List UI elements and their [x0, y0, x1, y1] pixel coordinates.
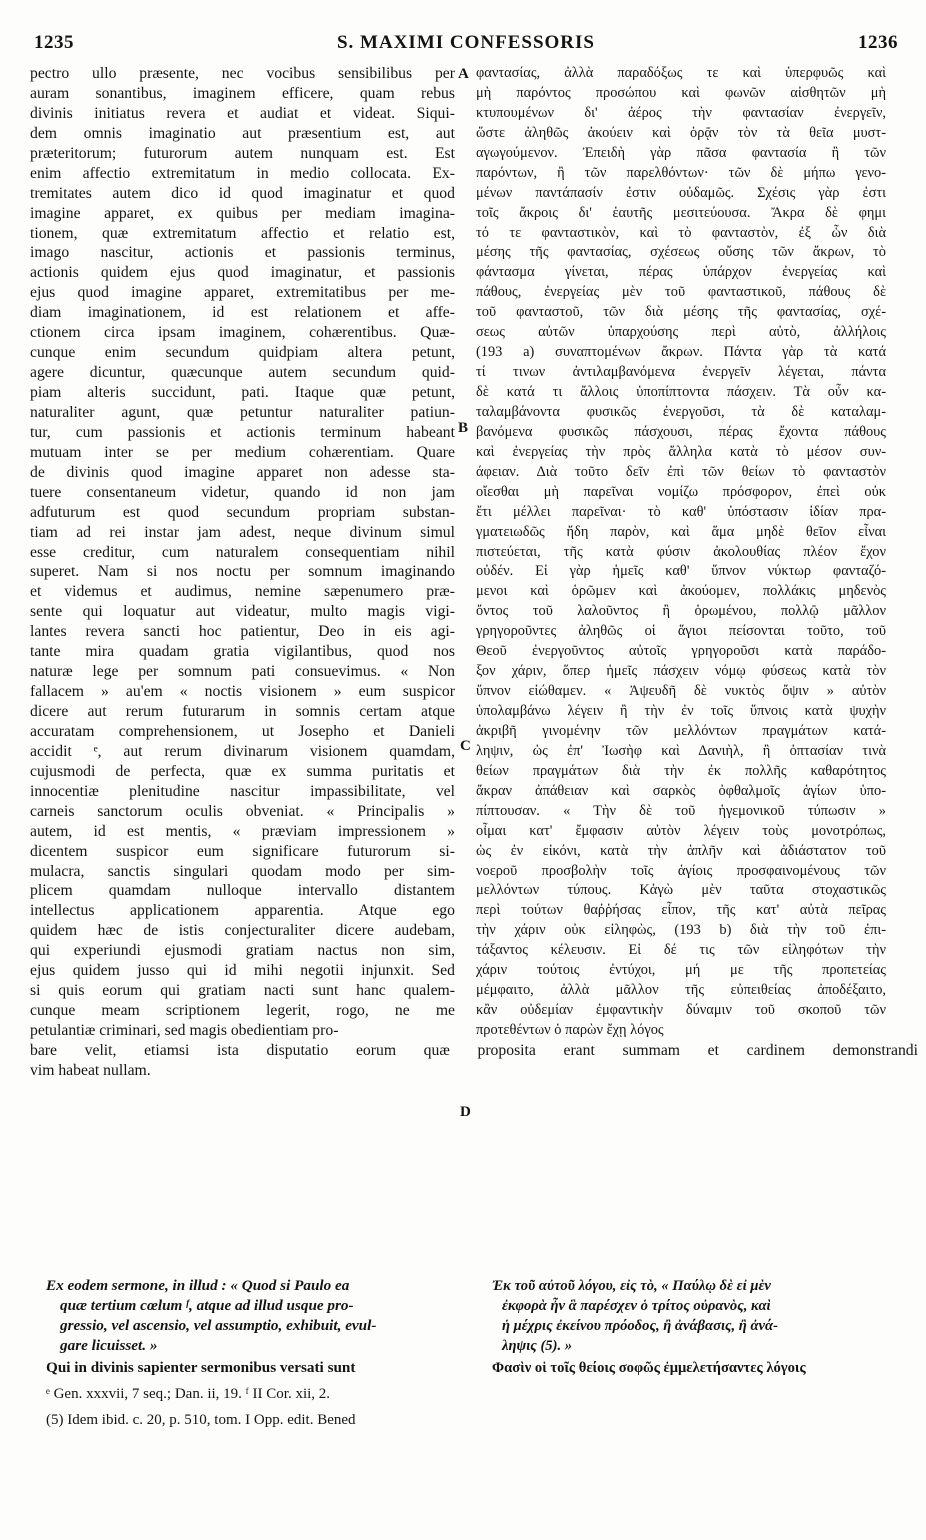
greek-line: καὶ ἐνεργείας τὴν πρὸς ἄλληλα κατὰ τὸ μέσον συν-: [476, 443, 886, 460]
latin-line: enim affectio extremitatum in medio collocata. Ex-: [30, 164, 455, 182]
latin-line: naturæ lege per somnum pati consuevimus. « Non: [30, 663, 455, 681]
greek-line: πάθους, ἐνεργείας μὲν τοῦ φανταστικοῦ, πάθους δὲ: [476, 284, 886, 301]
latin-line: de divinis quod imagine apparet non adesse sta-: [30, 463, 455, 481]
latin-line: lantes revera sancti hoc patientur, Deo in eis agi-: [30, 623, 455, 641]
latin-line: dicentem suspicor eum significare futurorum si-: [30, 842, 455, 860]
latin-line: dicere aut rerum futurarum in somnis certam atque: [30, 703, 455, 720]
greek-line: ταλαμβάνοντα φυσικῶς ἐνεργοῦσι, τὰ δὲ καταλαμ-: [476, 403, 886, 420]
latin-line: qui experiundi ejusmodi gratiam nactus non sim,: [30, 942, 455, 960]
greek-line: ὥστε ἀληθῶς ἀκούειν καὶ ὁρᾷν τὸν τὰ θεῖα μυστ-: [476, 124, 886, 141]
greek-line: μελλόντων τύπους. Κἀγὼ μὲν ταῦτα στοχαστικῶς: [476, 882, 886, 899]
latin-line: tiam ad rei instar jam adest, neque divinum simul: [30, 523, 455, 541]
margin-letter-c: C: [460, 738, 471, 754]
latin-line: actionis quidem ejus quod imaginatur, et passionis: [30, 264, 455, 282]
greek-section-first-line: Φασὶν οἱ τοῖς θείοις σοφῶς ἐμμελετήσαντες λόγοις: [492, 1360, 806, 1376]
greek-line: μένων παντάπασίν ἐστιν οὐδαμῶς. Σχέσις γὰρ ἐστι: [476, 184, 886, 201]
latin-line: plicem quamdam nulloque intervallo distantem: [30, 882, 455, 900]
greek-line: ξον χάριν, ὅπερ ἡμεῖς πάσχειν νόμῳ φύσεως κατὰ τὸν: [476, 663, 886, 680]
greek-line: δὲ κατά τι ἄλλοις ὑποπίπτοντα πάσχειν. Τὰ οὖν κα-: [476, 384, 886, 400]
latin-line: tur, cum passionis et actionis terminum habeant: [30, 423, 455, 441]
latin-line: diam imaginationem, id est relationem et affe-: [30, 304, 455, 322]
latin-line: piam alteris succidunt, pati. Itaque quæ petunt,: [30, 384, 455, 401]
full-width-continuation: [30, 1041, 918, 1081]
greek-line: τοῖς ἄκροις δι' ἑαυτῆς μεσιτεύουσα. Ἄκρα δὲ φημι: [476, 204, 886, 221]
latin-line: tante mira quadam gratia vigilantibus, quod nos: [30, 643, 455, 661]
greek-line: ἄκραν ἀπάθειαν καὶ σαρκὸς ὀφθαλμοῖς ἁγίων ὑπο-: [476, 782, 886, 799]
latin-line: præteritorum; futurorum autem nunquam est. Est: [30, 144, 455, 162]
greek-line: πιστεύεται, τῆς κατὰ φύσιν ἀκολουθίας πλέον ἔχον: [476, 543, 886, 560]
latin-line: ctionem circa ipsam imaginem, cohærentibus. Quæ-: [30, 324, 455, 342]
footnotes: [46, 1384, 926, 1430]
latin-line: naturaliter agunt, quæ petuntur naturaliter patiun-: [30, 403, 455, 421]
latin-line: ejus quod imagine apparet, extremitatibus per me-: [30, 284, 455, 302]
greek-line: γματειωδῶς ἤδη παρὸν, καὶ ἅμα μηδὲ θεῖον εἶναι: [476, 523, 886, 540]
latin-line: ejus quidem jusso qui id mihi negotii injunxit. Sed: [30, 962, 455, 980]
latin-line: petulantiæ criminari, sed magis obedientiam pro-: [30, 1022, 339, 1039]
latin-line: agere dicuntur, quæcunque autem secundum quid-: [30, 364, 455, 382]
latin-line: cujusmodi de perfecta, quæ ex summa puritatis et: [30, 762, 455, 780]
greek-line: οἴεσθαι μὴ παρεῖναι νομίζω πρόσφορον, ἐπεὶ οὐκ: [476, 483, 886, 500]
greek-line: φαντασίας, ἀλλὰ παραδόξως τε καὶ ὑπερφυῶς καὶ: [476, 65, 886, 81]
greek-line: ὄντος τοῦ λαλοῦντος ἢ ὁρωμένου, πολλῷ μᾶλλον: [476, 603, 886, 620]
greek-line: τό τε φανταστικὸν, καὶ τὸ φανταστὸν, ἐξ ὧν διὰ: [476, 224, 886, 241]
margin-letter-d: D: [460, 1104, 471, 1120]
latin-line: esse creditur, cum naturalem consequentiam nihil: [30, 543, 455, 561]
greek-heading-line: ἡ μέχρις ἐκείνου πρόοδος, ἢ ἀνάβασις, ἢ ἀνά-: [502, 1318, 778, 1334]
greek-heading-line: Ἐκ τοῦ αὐτοῦ λόγου, εἰς τὸ, « Παύλῳ δὲ εἰ μὲν: [492, 1278, 771, 1294]
latin-line: auram sonantibus, imaginem efficere, quam rebus: [30, 84, 455, 102]
greek-line: χάριν τούτοις ἐντύχοι, μή με τῆς προπετείας: [476, 962, 886, 979]
latin-line: superet. Nam si nos noctu per somnum imaginando: [30, 563, 455, 581]
greek-line: ὡς ἐν εἰκόνι, κατὰ τὴν ἁπλῆν καὶ ἀδιάστατον τοῦ: [476, 842, 886, 859]
latin-line: si quis eorum qui gratiam nacti sunt hanc qualem-: [30, 982, 455, 1000]
latin-line: sente qui loquatur aut videatur, multo magis vigi-: [30, 603, 455, 621]
latin-heading-line: gare licuisset. »: [60, 1337, 158, 1354]
left-page-number: 1235: [34, 32, 74, 53]
greek-line: ἔτι μέλλει παρεῖναι· τὸ καθ' ὑπόστασιν ἰδίαν πρα-: [476, 503, 886, 520]
latin-line: tremitates autem dico id quod imaginatur et quod: [30, 184, 455, 202]
latin-line: cunque meam scriptionem legerit, rogo, ne me: [30, 1002, 455, 1020]
latin-line: carneis sanctorum oculis obveniat. « Principalis »: [30, 802, 455, 820]
greek-line: ἀκριβῆ γινομένην τῶν μελλόντων πραγμάτων κατά-: [476, 722, 886, 739]
footnote-source: (5) Idem ibid. c. 20, p. 510, tom. I Opp. edit. Bened: [46, 1412, 356, 1428]
latin-line: imago nascitur, actionis et passionis terminus,: [30, 244, 455, 262]
greek-heading-line: ἐκφορὰ ἦν ἃ παρέσχεν ὁ τρίτος οὐρανὸς, καὶ: [502, 1298, 771, 1314]
latin-line: et videmus et audimus, nemine sæpenumero præ-: [30, 583, 455, 601]
greek-line: μὴ παρόντος προσώπου καὶ φωνῶν αἰσθητῶν μὴ: [476, 84, 886, 101]
greek-line: θείων πραγμάτων διὰ τὴν ἐκ πολλῆς καθαρότητος: [476, 762, 886, 779]
greek-line: μέσης τῆς φαντασίας, σχέσεως οὔσης τῶν ἄκρων, τὸ: [476, 244, 886, 261]
greek-line: (193 a) συναπτομένων ἄκρων. Πάντα γὰρ τὰ κατά: [476, 344, 886, 361]
greek-line: ληψιν, ὡς ἐπ' Ἰωσὴφ καὶ Δανιὴλ, ἢ ὀπτασίαν τινὰ: [476, 742, 886, 759]
full-line: bare velit, etiamsi ista disputatio eorum quæ proposita erant summam et cardinem demonstrandi: [30, 1042, 918, 1059]
full-line: vim habeat nullam.: [30, 1062, 151, 1079]
latin-line: divinis initiatus revera et audiat et videat. Siqui-: [30, 104, 455, 122]
latin-column: [30, 64, 455, 1041]
latin-line: accuratam comprehensionem, ut Josepho et Danieli: [30, 722, 455, 740]
latin-heading-line: gressio, vel ascensio, vel assumptio, exhibuit, evul-: [60, 1317, 377, 1334]
greek-line: τάξαντος κέλευσιν. Εἰ δέ τις τῶν εἰληφότων τὴν: [476, 942, 886, 959]
latin-line: tuere consentaneum videtur, quando id non jam: [30, 483, 455, 501]
greek-line: ὑπολαμβάνω λέγειν ἢ τὴν ἐν τοῖς ὕπνοις κατὰ ψυχὴν: [476, 703, 886, 719]
latin-section-first-line: Qui in divinis sapienter sermonibus versati sunt: [46, 1359, 356, 1376]
greek-line: τὴν χάριν οὐκ εἰληφὼς, (193 b) διὰ τὴν τοῦ ἐπι-: [476, 922, 886, 939]
greek-line: νοεροῦ προσβολὴν τοῖς ἁγίοις προσφαινομένους τῶν: [476, 862, 886, 879]
greek-line: αγωγούμενον. Ἐπειδὴ γὰρ πᾶσα φαντασία ἢ τῶν: [476, 144, 886, 161]
greek-line: οὐδέν. Εἰ γὰρ ἡμεῖς καθ' ὕπνον νύκτωρ φανταζό-: [476, 563, 886, 580]
greek-column: [476, 64, 886, 1041]
greek-section-heading: [492, 1276, 902, 1378]
latin-line: innocentiæ plenitudine nascitur impassibilitate, vel: [30, 782, 455, 800]
running-title: S. MAXIMI CONFESSORIS: [336, 32, 595, 53]
latin-line: quidem hæc de istis conjecturaliter dicere audebam,: [30, 922, 455, 940]
greek-line: φάντασμα γίνεται, πέρας ὑπάρχον ἐνεργείας καὶ: [476, 264, 886, 281]
greek-line: περὶ τούτων θαῤῥήσας εἶπον, τῆς κατ' αὐτὰ πεῖρας: [476, 902, 886, 919]
latin-line: cunque enim secundum quidpiam altera petunt,: [30, 344, 455, 362]
margin-letter-a: A: [458, 66, 469, 82]
latin-line: adfuturum est quod secundum propriam substan-: [30, 503, 455, 521]
latin-line: accidit ᵉ, aut rerum divinarum visionem quamdam,: [30, 742, 455, 760]
latin-line: dem omnis imaginatio aut præsentium est, aut: [30, 124, 455, 142]
greek-line: προτεθέντων ὁ παρὼν ἔχῃ λόγος: [476, 1022, 664, 1038]
margin-letter-b: B: [458, 420, 469, 436]
greek-line: Θεοῦ ἐνεργοῦντος αὐτοῖς γρηγοροῦσι κατὰ παράδο-: [476, 643, 886, 660]
page-header: [34, 32, 898, 58]
latin-line: intellectus applicationem apparentia. Atque ego: [30, 902, 455, 920]
greek-line: μενοι καὶ ὁρῶμεν καὶ ἀκούομεν, πολλάκις μηδενὸς: [476, 583, 886, 600]
greek-line: πίπτουσαν. « Τὴν δὲ τοῦ ἡγεμονικοῦ τύπωσιν »: [476, 802, 886, 819]
footnote-scripture: ᵉ Gen. xxxvii, 7 seq.; Dan. ii, 19. ᶠ II Cor. xii, 2.: [46, 1386, 331, 1402]
latin-section-heading: [46, 1276, 466, 1378]
greek-line: παρόντων, ἢ τῶν παρελθόντων· τῶν δὲ μήπω γενο-: [476, 164, 886, 181]
greek-line: τοῦ φανταστοῦ, τῶν διὰ μέσης τῆς φαντασίας, σχέ-: [476, 304, 886, 321]
greek-line: ὕπνον εἰώθαμεν. « Ἀψευδῆ δὲ νυκτὸς ὄψιν » αὐτὸν: [476, 683, 886, 700]
latin-heading-line: quæ tertium cœlum ᶠ, atque ad illud usque pro-: [60, 1297, 354, 1314]
greek-line: τί τινων ἀντιλαμβανόμενα ἐνεργεῖν λέγεται, πάντα: [476, 364, 886, 381]
greek-line: μέμφαιτο, ἀλλὰ μᾶλλον τῆς εὐπειθείας ἀποδέξαιτο,: [476, 982, 886, 999]
latin-line: tionem, quæ extremitatum affectio et relatio est,: [30, 224, 455, 242]
greek-line: γρηγοροῦντες ἀληθῶς οἱ ἅγιοι πείσονται τοῦτο, τοῦ: [476, 623, 886, 640]
latin-line: imagine apparet, ex quibus per mediam imagina-: [30, 204, 455, 222]
greek-heading-line: ληψις (5). »: [502, 1338, 573, 1354]
latin-line: mutuam inter se per medium cohærentiam. Quare: [30, 443, 455, 461]
greek-line: κἂν οὐδεμίαν ἐμφαντικὴν δύναμιν τοῦ σκοποῦ τῶν: [476, 1002, 886, 1019]
greek-line: κτυπουμένων δι' ἀέρος τὴν φαντασίαν ἐνεργεῖν,: [476, 104, 886, 121]
latin-line: autem, id est mentis, « præviam impressionem »: [30, 822, 455, 840]
greek-line: σεως αὐτῶν ὑπαρχούσης περὶ αὐτὸ, ἀλλήλοις: [476, 324, 886, 341]
right-page-number: 1236: [858, 32, 898, 53]
latin-heading-line: Ex eodem sermone, in illud : « Quod si Paulo ea: [46, 1277, 350, 1294]
latin-line: fallacem » au'em « noctis visionem » eum suspicor: [30, 683, 455, 701]
greek-line: βανόμενα φυσικῶς πάσχουσι, πέρας ἔχοντα πάθους: [476, 423, 886, 440]
greek-line: άφειαν. Διὰ τοῦτο δεῖν ἐπὶ τῶν θείων τὸ φανταστὸν: [476, 463, 886, 480]
latin-line: pectro ullo præsente, nec vocibus sensibilibus per: [30, 65, 455, 82]
latin-line: mulacra, sanctis singulari quodam modo per sim-: [30, 862, 455, 880]
greek-line: οἶμαι κατ' ἔμφασιν αὐτὸν λέγειν τοὺς μονοτρόπως,: [476, 822, 886, 839]
